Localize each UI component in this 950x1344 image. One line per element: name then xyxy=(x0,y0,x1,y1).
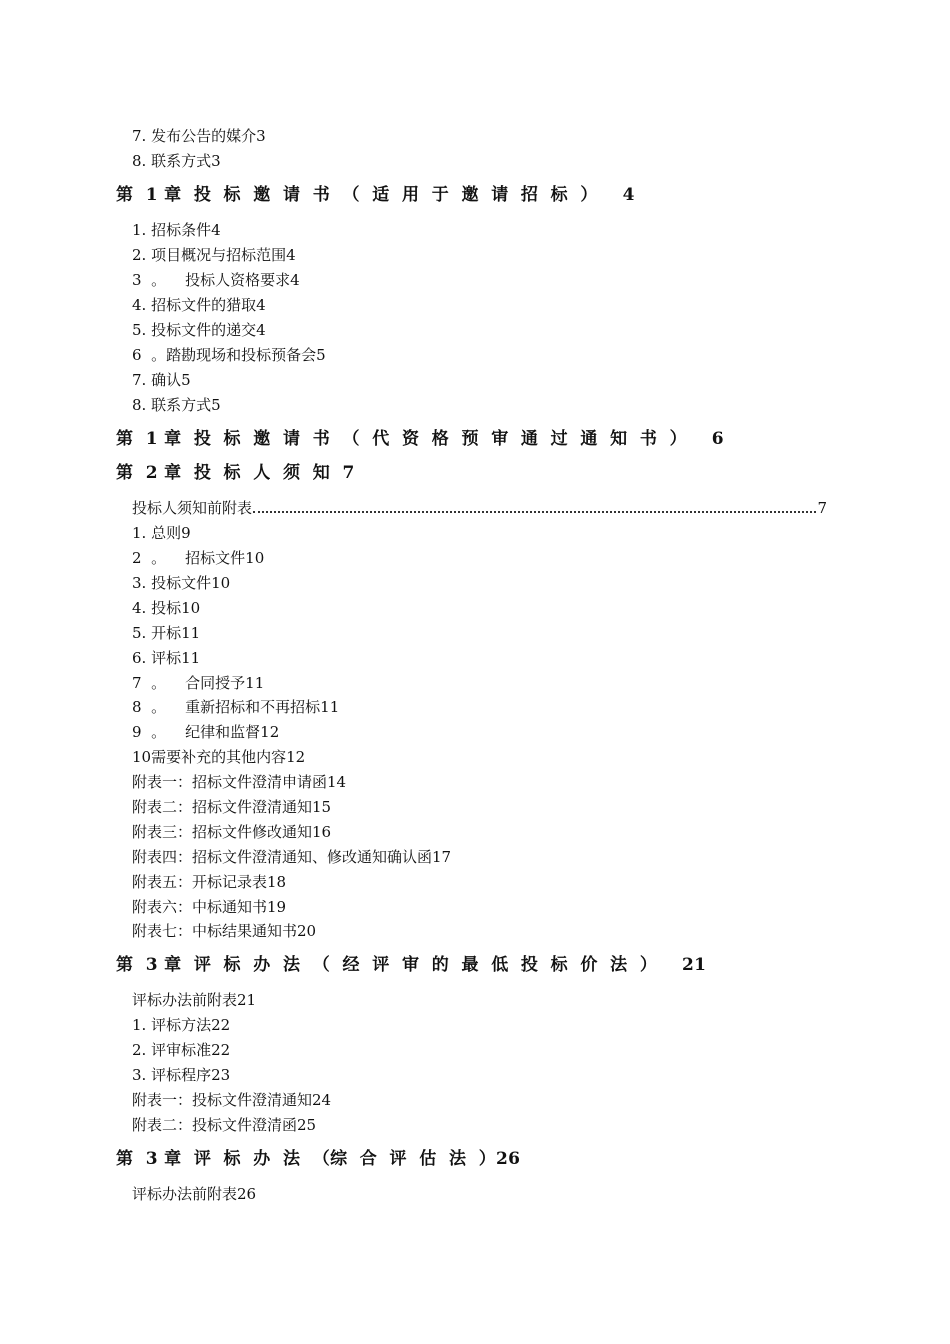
toc-entry[interactable]: 1. 评标方法22 xyxy=(132,1016,231,1034)
toc-chapter-heading[interactable]: 第 3 章 评 标 办 法 （ 经 评 审 的 最 低 投 标 价 法 ） 21 xyxy=(116,955,707,975)
toc-entry[interactable]: 3. 评标程序23 xyxy=(132,1066,231,1084)
toc-entry[interactable]: 评标办法前附表21 xyxy=(132,991,257,1009)
toc-entry[interactable]: 附表四：招标文件澄清通知、修改通知确认函17 xyxy=(132,848,452,866)
toc-entry[interactable]: 1. 招标条件4 xyxy=(132,221,221,239)
toc-entry[interactable]: 附表七：中标结果通知书20 xyxy=(132,922,317,940)
toc-entry[interactable]: 评标办法前附表26 xyxy=(132,1185,257,1203)
toc-entry[interactable]: 附表六：中标通知书19 xyxy=(132,898,287,916)
toc-entry[interactable]: 4. 招标文件的猎取4 xyxy=(132,296,266,314)
toc-entry-label: 投标人须知前附表 xyxy=(132,499,253,517)
toc-entry[interactable]: 5. 投标文件的递交4 xyxy=(132,321,266,339)
toc-entry[interactable]: 2. 项目概况与招标范围4 xyxy=(132,246,296,264)
toc-entry[interactable]: 3 。 投标人资格要求4 xyxy=(132,271,300,289)
toc-entry[interactable]: 8 。 重新招标和不再招标11 xyxy=(132,698,340,716)
toc-entry[interactable]: 7. 确认5 xyxy=(132,371,191,389)
toc-entry[interactable]: 4. 投标10 xyxy=(132,599,201,617)
toc-entry-page: 7 xyxy=(817,499,827,517)
toc-entry[interactable]: 附表二：招标文件澄清通知15 xyxy=(132,798,332,816)
toc-entry[interactable]: 附表一：招标文件澄清申请函14 xyxy=(132,773,347,791)
toc-entry[interactable]: 6. 评标11 xyxy=(132,649,201,667)
toc-entry[interactable]: 7. 发布公告的媒介3 xyxy=(132,127,266,145)
toc-entry[interactable]: 10需要补充的其他内容12 xyxy=(132,748,306,766)
toc-entry[interactable]: 6 。踏勘现场和投标预备会5 xyxy=(132,346,326,364)
toc-entry[interactable]: 2. 评审标准22 xyxy=(132,1041,231,1059)
toc-entry[interactable]: 3. 投标文件10 xyxy=(132,574,231,592)
toc-entry[interactable]: 8. 联系方式5 xyxy=(132,396,221,414)
toc-chapter-heading[interactable]: 第 2 章 投 标 人 须 知 7 xyxy=(116,463,355,483)
toc-chapter-heading[interactable]: 第 1 章 投 标 邀 请 书 （ 适 用 于 邀 请 招 标 ） 4 xyxy=(116,185,635,205)
toc-entry[interactable]: 9 。 纪律和监督12 xyxy=(132,723,280,741)
toc-entry[interactable]: 附表二：投标文件澄清函25 xyxy=(132,1116,317,1134)
toc-entry[interactable]: 1. 总则9 xyxy=(132,524,191,542)
toc-entry-with-leader[interactable] xyxy=(132,498,827,518)
toc-entry[interactable]: 附表三：招标文件修改通知16 xyxy=(132,823,332,841)
toc-entry[interactable]: 2 。 招标文件10 xyxy=(132,549,265,567)
toc-entry[interactable]: 5. 开标11 xyxy=(132,624,201,642)
dot-leader xyxy=(253,499,816,513)
toc-entry[interactable]: 8. 联系方式3 xyxy=(132,152,221,170)
toc-entry[interactable]: 7 。 合同授予11 xyxy=(132,674,265,692)
toc-entry[interactable]: 附表一：投标文件澄清通知24 xyxy=(132,1091,332,1109)
toc-chapter-heading[interactable]: 第 1 章 投 标 邀 请 书 （ 代 资 格 预 审 通 过 通 知 书 ） 6 xyxy=(116,429,724,449)
toc-entry[interactable]: 附表五：开标记录表18 xyxy=(132,873,287,891)
toc-chapter-heading[interactable]: 第 3 章 评 标 办 法 （综 合 评 估 法 ）26 xyxy=(116,1149,521,1169)
